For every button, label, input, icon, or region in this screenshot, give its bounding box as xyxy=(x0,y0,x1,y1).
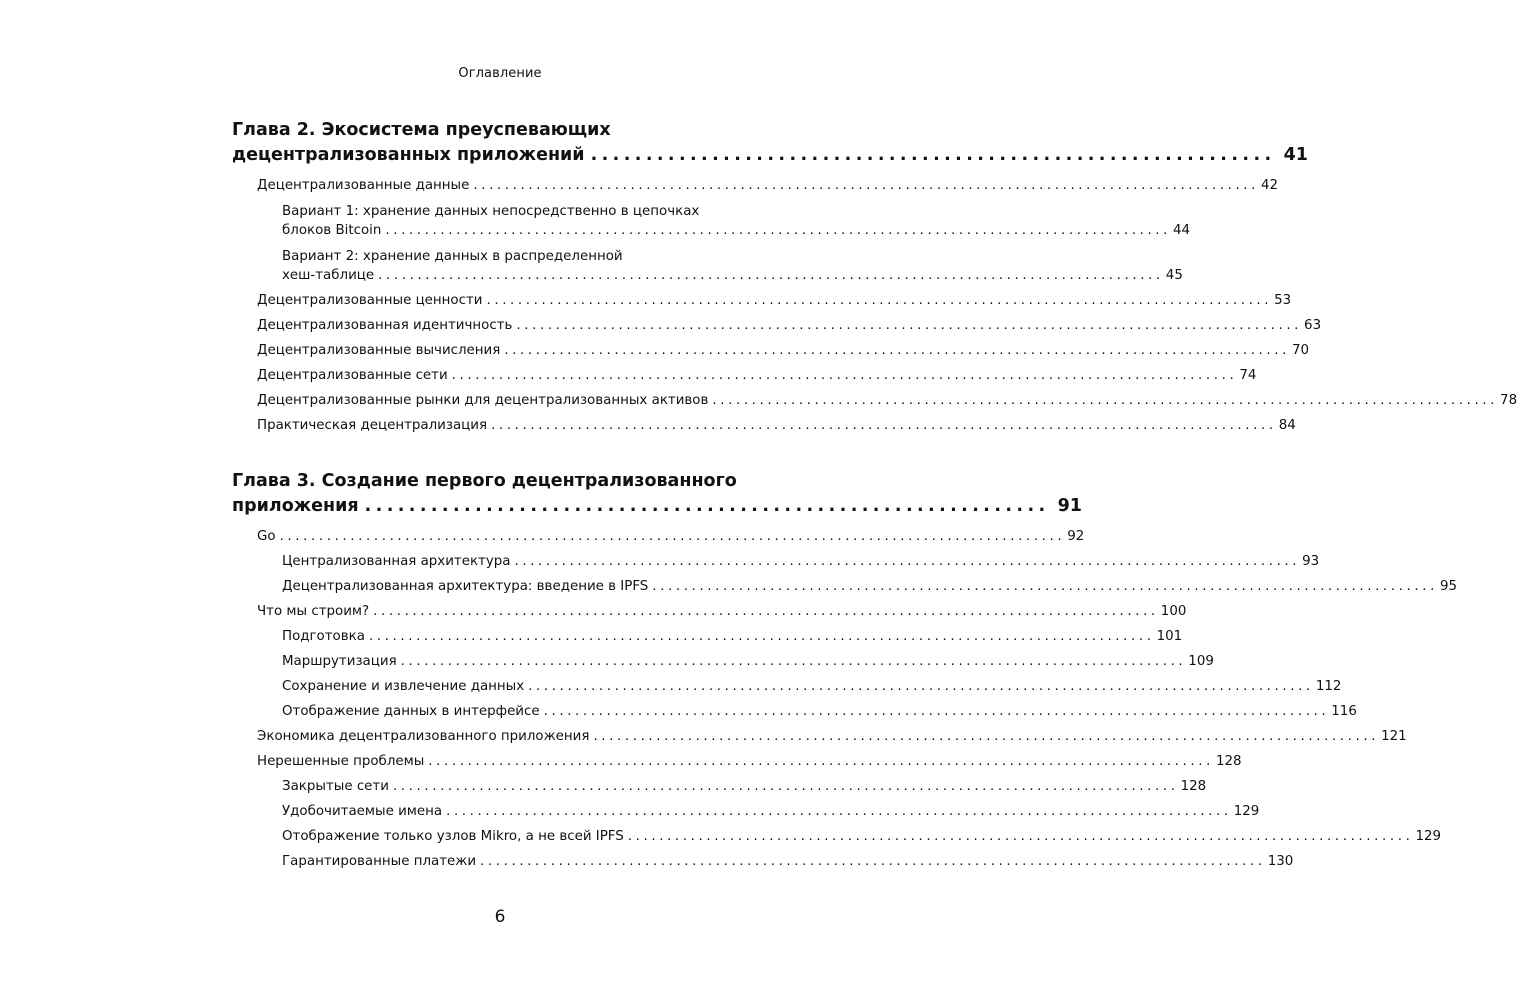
table-of-contents xyxy=(232,118,1517,875)
toc-entry-page: 44 xyxy=(1173,223,1191,238)
running-header: Оглавление xyxy=(458,66,542,81)
toc-entry-page: 130 xyxy=(1267,854,1294,869)
toc-entry-page: 93 xyxy=(1302,554,1320,569)
toc-entry-title: Децентрализованные ценности xyxy=(257,293,483,308)
toc-entry-page: 95 xyxy=(1439,579,1457,594)
dot-leader: .................................................................................................... xyxy=(514,554,1301,569)
dot-leader: .............................................................. xyxy=(590,145,1276,165)
dot-leader: .................................................................................................... xyxy=(428,754,1214,769)
toc-entry-title: Отображение данных в интерфейсе xyxy=(282,704,540,719)
toc-entry-page: 84 xyxy=(1278,418,1296,433)
toc-entry-title: Децентрализованные сети xyxy=(257,368,448,383)
toc-entry-page: 53 xyxy=(1274,293,1292,308)
toc-entry-decentralized-architecture[interactable] xyxy=(282,575,1457,600)
toc-entry-page: 112 xyxy=(1315,679,1342,694)
toc-entry-title-line2: блоков Bitcoin xyxy=(282,223,382,238)
dot-leader: .................................................................................................... xyxy=(279,529,1066,544)
toc-entry-page: 129 xyxy=(1415,829,1441,844)
toc-entry-title: Подготовка xyxy=(282,629,365,644)
toc-entry-page: 121 xyxy=(1381,729,1407,744)
dot-leader: .................................................................................................... xyxy=(593,729,1380,744)
toc-entry-page: 128 xyxy=(1215,754,1242,769)
toc-entry-save-retrieve-data[interactable] xyxy=(282,675,1342,700)
dot-leader: .................................................................................................... xyxy=(627,829,1414,844)
toc-entry-dapp-economics[interactable] xyxy=(257,725,1407,750)
toc-entry-page: 42 xyxy=(1261,178,1279,193)
toc-entry-title: Закрытые сети xyxy=(282,779,389,794)
toc-entry-preparation[interactable] xyxy=(282,625,1183,650)
toc-entry-page: 101 xyxy=(1156,629,1183,644)
toc-entry-title: Децентрализованные данные xyxy=(257,178,470,193)
toc-entry-title: Сохранение и извлечение данных xyxy=(282,679,525,694)
toc-entry-page: 109 xyxy=(1188,654,1214,669)
toc-entry-page: 116 xyxy=(1331,704,1357,719)
toc-entry-page: 100 xyxy=(1160,604,1187,619)
toc-entry-routing[interactable] xyxy=(282,650,1214,675)
toc-entry-readable-names[interactable] xyxy=(282,800,1260,825)
toc-entry-title: Что мы строим? xyxy=(257,604,370,619)
chapter-3-title-line2: приложения xyxy=(232,496,359,516)
toc-entry-title: Децентрализованные вычисления xyxy=(257,343,501,358)
toc-entry-title: Удобочитаемые имена xyxy=(282,804,443,819)
toc-entry-decentralized-networks[interactable] xyxy=(257,364,1257,389)
dot-leader: .................................................................................................... xyxy=(516,318,1303,333)
toc-entry-title: Децентрализованная архитектура: введение в IPFS xyxy=(282,579,649,594)
chapter-3-heading[interactable] xyxy=(232,469,1082,519)
toc-entry-decentralized-data[interactable] xyxy=(257,174,1279,199)
toc-entry-unsolved-problems[interactable] xyxy=(257,750,1242,775)
toc-entry-page: 45 xyxy=(1165,268,1183,283)
dot-leader: .................................................................................................... xyxy=(528,679,1314,694)
toc-entry-title: Отображение только узлов Mikro, а не всей IPFS xyxy=(282,829,624,844)
toc-entry-option-2[interactable] xyxy=(282,244,1183,289)
dot-leader: .................................................................................................... xyxy=(473,178,1260,193)
toc-entry-title: Децентрализованная идентичность xyxy=(257,318,513,333)
toc-entry-page: 63 xyxy=(1304,318,1322,333)
dot-leader: .................................................................................................... xyxy=(378,268,1164,283)
toc-entry-option-1[interactable] xyxy=(282,199,1191,244)
toc-entry-title-line2: хеш-таблице xyxy=(282,268,375,283)
toc-entry-guaranteed-payments[interactable] xyxy=(282,850,1294,875)
toc-entry-title-line1: Вариант 1: хранение данных непосредственно в цепочках xyxy=(282,204,700,219)
toc-entry-what-we-build[interactable] xyxy=(257,600,1187,625)
toc-entry-title: Маршрутизация xyxy=(282,654,397,669)
chapter-3-page: 91 xyxy=(1057,496,1082,516)
dot-leader: .................................................................................................... xyxy=(400,654,1187,669)
dot-leader: .................................................................................................... xyxy=(504,343,1290,358)
chapter-2-title-line1: Глава 2. Экосистема преуспевающих xyxy=(232,120,611,140)
dot-leader: .................................................................................................... xyxy=(491,418,1277,433)
dot-leader: .................................................................................................... xyxy=(451,368,1238,383)
toc-entry-title: Централизованная архитектура xyxy=(282,554,511,569)
toc-entry-page: 128 xyxy=(1180,779,1207,794)
chapter-2-page: 41 xyxy=(1283,145,1308,165)
toc-entry-title: Децентрализованные рынки для децентрализованных активов xyxy=(257,393,709,408)
chapter-3-title-line1: Глава 3. Создание первого децентрализованного xyxy=(232,471,737,491)
toc-entry-title: Экономика децентрализованного приложения xyxy=(257,729,590,744)
dot-leader: .................................................................................................... xyxy=(446,804,1232,819)
dot-leader: .............................................................. xyxy=(364,496,1050,516)
toc-entry-page: 78 xyxy=(1500,393,1517,408)
toc-entry-decentralized-computing[interactable] xyxy=(257,339,1310,364)
toc-entry-page: 129 xyxy=(1233,804,1260,819)
toc-entry-decentralized-identity[interactable] xyxy=(257,314,1322,339)
page-number: 6 xyxy=(494,907,506,927)
dot-leader: .................................................................................................... xyxy=(385,223,1172,238)
toc-entry-title-line1: Вариант 2: хранение данных в распределенной xyxy=(282,249,623,264)
dot-leader: .................................................................................................... xyxy=(373,604,1159,619)
dot-leader: .................................................................................................... xyxy=(652,579,1438,594)
dot-leader: .................................................................................................... xyxy=(486,293,1273,308)
dot-leader: .................................................................................................... xyxy=(543,704,1330,719)
toc-entry-title: Практическая децентрализация xyxy=(257,418,488,433)
toc-entry-decentralized-values[interactable] xyxy=(257,289,1292,314)
toc-entry-page: 74 xyxy=(1239,368,1257,383)
dot-leader: .................................................................................................... xyxy=(480,854,1266,869)
dot-leader: .................................................................................................... xyxy=(368,629,1155,644)
toc-entry-title: Нерешенные проблемы xyxy=(257,754,425,769)
chapter-2-title-line2: децентрализованных приложений xyxy=(232,145,585,165)
toc-entry-title: Гарантированные платежи xyxy=(282,854,477,869)
dot-leader: .................................................................................................... xyxy=(712,393,1499,408)
toc-entry-closed-networks[interactable] xyxy=(282,775,1207,800)
toc-entry-centralized-architecture[interactable] xyxy=(282,550,1320,575)
dot-leader: .................................................................................................... xyxy=(392,779,1179,794)
toc-entry-go[interactable] xyxy=(257,525,1085,550)
toc-entry-decentralized-markets[interactable] xyxy=(257,389,1517,414)
toc-entry-practical-decentralization[interactable] xyxy=(257,414,1296,439)
toc-entry-mikro-nodes-only[interactable] xyxy=(282,825,1441,850)
toc-entry-page: 70 xyxy=(1291,343,1310,358)
toc-entry-page: 92 xyxy=(1067,529,1085,544)
toc-entry-display-data-ui[interactable] xyxy=(282,700,1357,725)
toc-entry-title: Go xyxy=(257,529,276,544)
chapter-2-heading[interactable] xyxy=(232,118,1308,168)
